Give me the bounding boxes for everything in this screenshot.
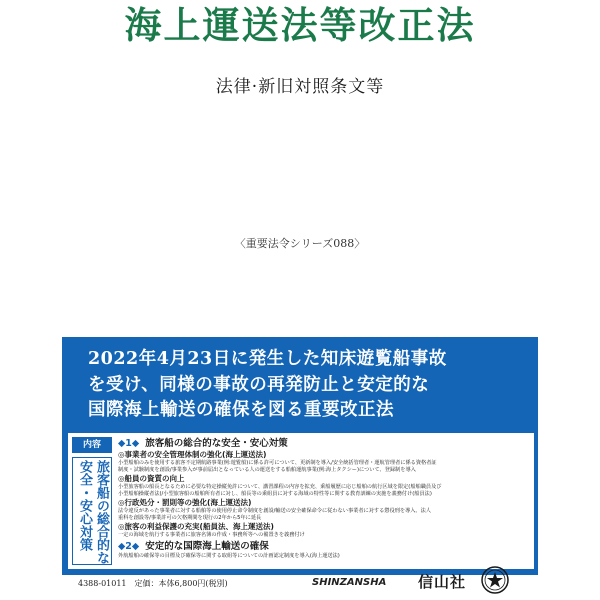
vertical-caption-line: 安全・安心対策 (77, 460, 92, 551)
section-heading-text: 安定的な国際海上輸送の確保 (145, 541, 269, 552)
item-text: 一定の海域を航行する事業者に旅客名簿の作成・事務所等への備置きを義務付け (118, 532, 305, 538)
item-heading: ◎行政処分・罰則等の強化(海上運送法) (118, 498, 252, 507)
contents-badge: 内容 (72, 437, 112, 453)
item-heading: ◎船員の資質の向上 (118, 474, 185, 483)
series-label: 〈重要法令シリーズ088〉 (234, 237, 366, 250)
blue-band (62, 337, 538, 575)
item-text: 外航船舶の確保等の目標及び確保等に関する取組等についての計画認定制度を導入(海上運送法) (118, 553, 340, 559)
item-text: 小型船舶操縦者法)/小型旅客船の船舶所有者に対し、船長等の乗組員に対する海域の特性等に関する教育訓練の実施を義務付け(船員法) (118, 491, 432, 497)
headline (88, 347, 518, 424)
vertical-caption (72, 457, 112, 565)
item-text: 小型旅客船の船長となるために必要な特定操縦免許について、講習課程の内容を拡充、乗船履歴に応じ船舶の航行区域を限定(船舶職員及び (118, 484, 442, 490)
item-text: 重科を創設等/事業許可の欠格期間を現行の2年から5年に延長 (118, 515, 262, 521)
publisher-latin: SHINZANSHA (312, 577, 387, 588)
contents-box (68, 433, 534, 569)
vertical-caption-line: 旅客船の総合的な (94, 460, 109, 564)
contents-list (118, 436, 530, 566)
item-text: 制度・試験制度を創設/事業参入が事前届出となっている人の運送をする船舶運航事業(例:海上タクシー)について、登録制を導入 (118, 467, 416, 473)
item-heading: ◎旅客の利益保護の充実(船員法、海上運送法) (118, 522, 274, 531)
item-text: 小型船舶のみを使用する旅客不定期航路事業(例:遊覧船)に係る許可について、更新制を導入/安全統括管理者・運航管理者に係る資格者証 (118, 460, 437, 466)
headline-line: 2022年4月23日に発生した知床遊覧船事故 (88, 349, 447, 369)
item-text: 法令違反があった事業者に対する船舶等の使用停止命令制度を創設/輸送の安全確保命令に従わない事業者に対する懲役刑を導入、法人 (118, 508, 431, 514)
isbn-price: 4388-01011 定価：本体6,800円(税別) (78, 579, 228, 588)
book-title: 海上運送法等改正法 (124, 4, 476, 47)
publisher-logo-icon (481, 566, 509, 594)
section-mark: ◆1◆ (118, 438, 140, 449)
book-subtitle: 法律·新旧対照条文等 (215, 77, 385, 97)
headline-line: を受け、同様の事故の再発防止と安定的な (88, 374, 430, 395)
section-heading (118, 437, 530, 450)
item-heading: ◎事業者の安全管理体制の強化(海上運送法) (118, 450, 267, 459)
publisher-name: 信山社 (418, 573, 467, 591)
section-heading (118, 540, 530, 553)
headline-line: 国際海上輸送の確保を図る重要改正法 (88, 400, 394, 420)
section-heading-text: 旅客船の総合的な安全・安心対策 (145, 438, 288, 449)
section-mark: ◆2◆ (118, 541, 140, 552)
